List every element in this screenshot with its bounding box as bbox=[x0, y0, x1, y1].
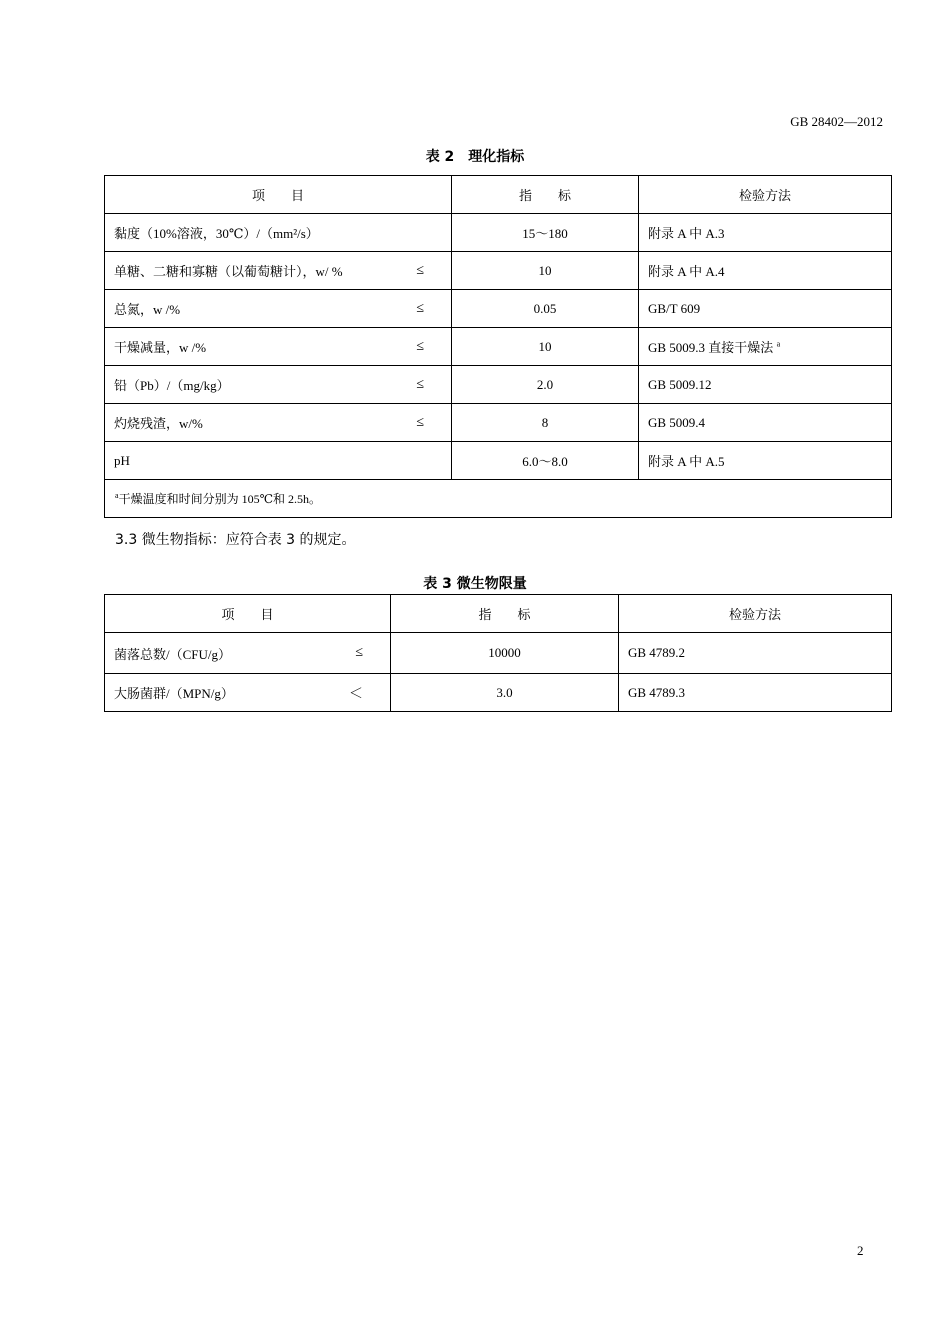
limit-sign: ≤ bbox=[416, 338, 424, 354]
footnote-text: 干燥温度和时间分别为 105℃和 2.5h。 bbox=[118, 492, 321, 506]
item-label: 总氮，w /% bbox=[114, 302, 181, 317]
column-header-method: 检验方法 bbox=[639, 176, 892, 214]
clause-3-3: 3.3 微生物指标：应符合表 3 的规定。 bbox=[115, 532, 356, 548]
item-label: 干燥减量，w /% bbox=[114, 340, 207, 355]
item-cell bbox=[105, 290, 452, 328]
table-header-row bbox=[105, 176, 892, 214]
limit-value: 15～180 bbox=[452, 214, 639, 252]
limit-value: 8 bbox=[452, 404, 639, 442]
test-method: GB 4789.2 bbox=[619, 633, 892, 674]
page-number: 2 bbox=[857, 1243, 864, 1258]
table-row bbox=[105, 214, 892, 252]
test-method: GB 5009.4 bbox=[639, 404, 892, 442]
item-label: 灼烧残渣，w/% bbox=[114, 416, 203, 431]
limit-sign: ≤ bbox=[416, 300, 424, 316]
limit-sign: ≤ bbox=[416, 414, 424, 430]
item-cell bbox=[105, 214, 452, 252]
test-method: 附录 A 中 A.4 bbox=[639, 252, 892, 290]
microbiological-table bbox=[104, 594, 892, 712]
table2-caption: 表 2 理化指标 bbox=[425, 149, 525, 165]
table-row bbox=[105, 366, 892, 404]
footnote-reference: a bbox=[776, 339, 781, 349]
limit-value: 6.0～8.0 bbox=[452, 442, 639, 480]
test-method: 附录 A 中 A.5 bbox=[639, 442, 892, 480]
limit-sign: ＜ bbox=[349, 686, 363, 702]
test-method bbox=[639, 328, 892, 366]
limit-value: 10 bbox=[452, 328, 639, 366]
limit-value: 0.05 bbox=[452, 290, 639, 328]
table-row bbox=[105, 328, 892, 366]
test-method: GB 4789.3 bbox=[619, 674, 892, 712]
column-header-limit: 指 标 bbox=[391, 595, 619, 633]
limit-sign: ≤ bbox=[355, 645, 363, 660]
item-label: 单糖、二糖和寡糖（以葡萄糖计），w/ % bbox=[114, 264, 343, 279]
table-row bbox=[105, 442, 892, 480]
item-label: 大肠菌群/（MPN/g） bbox=[114, 686, 234, 701]
table-row bbox=[105, 404, 892, 442]
test-method-text: GB 5009.3 直接干燥法 bbox=[648, 340, 777, 355]
table-footnote bbox=[105, 480, 892, 518]
footnote-mark: a bbox=[115, 491, 119, 500]
column-header-limit: 指 标 bbox=[452, 176, 639, 214]
limit-value: 10000 bbox=[391, 633, 619, 674]
item-label: 菌落总数/（CFU/g） bbox=[114, 646, 232, 662]
limit-sign: ≤ bbox=[416, 376, 424, 392]
column-header-item: 项 目 bbox=[105, 176, 452, 214]
table-footnote-row bbox=[105, 480, 892, 518]
limit-value: 10 bbox=[452, 252, 639, 290]
standard-number: GB 28402—2012 bbox=[790, 114, 883, 129]
item-label: 铅（Pb）/（mg/kg） bbox=[114, 378, 230, 393]
item-cell bbox=[105, 633, 391, 674]
item-cell bbox=[105, 252, 452, 290]
test-method: 附录 A 中 A.3 bbox=[639, 214, 892, 252]
limit-value: 3.0 bbox=[391, 674, 619, 712]
item-cell bbox=[105, 404, 452, 442]
item-cell bbox=[105, 442, 452, 480]
item-cell bbox=[105, 328, 452, 366]
limit-value: 2.0 bbox=[452, 366, 639, 404]
test-method: GB/T 609 bbox=[639, 290, 892, 328]
physicochemical-table bbox=[104, 175, 892, 518]
table-row bbox=[105, 290, 892, 328]
limit-sign: ≤ bbox=[416, 262, 424, 278]
table3-caption: 表 3 微生物限量 bbox=[423, 576, 527, 592]
test-method: GB 5009.12 bbox=[639, 366, 892, 404]
column-header-item: 项 目 bbox=[105, 595, 391, 633]
item-label: pH bbox=[114, 452, 130, 468]
table-header-row bbox=[105, 595, 892, 633]
column-header-method: 检验方法 bbox=[619, 595, 892, 633]
item-label: 黏度（10%溶液，30℃）/（mm²/s） bbox=[114, 226, 319, 241]
table-row bbox=[105, 252, 892, 290]
table-row bbox=[105, 633, 892, 674]
item-cell bbox=[105, 366, 452, 404]
table-row bbox=[105, 674, 892, 712]
item-cell bbox=[105, 674, 391, 712]
